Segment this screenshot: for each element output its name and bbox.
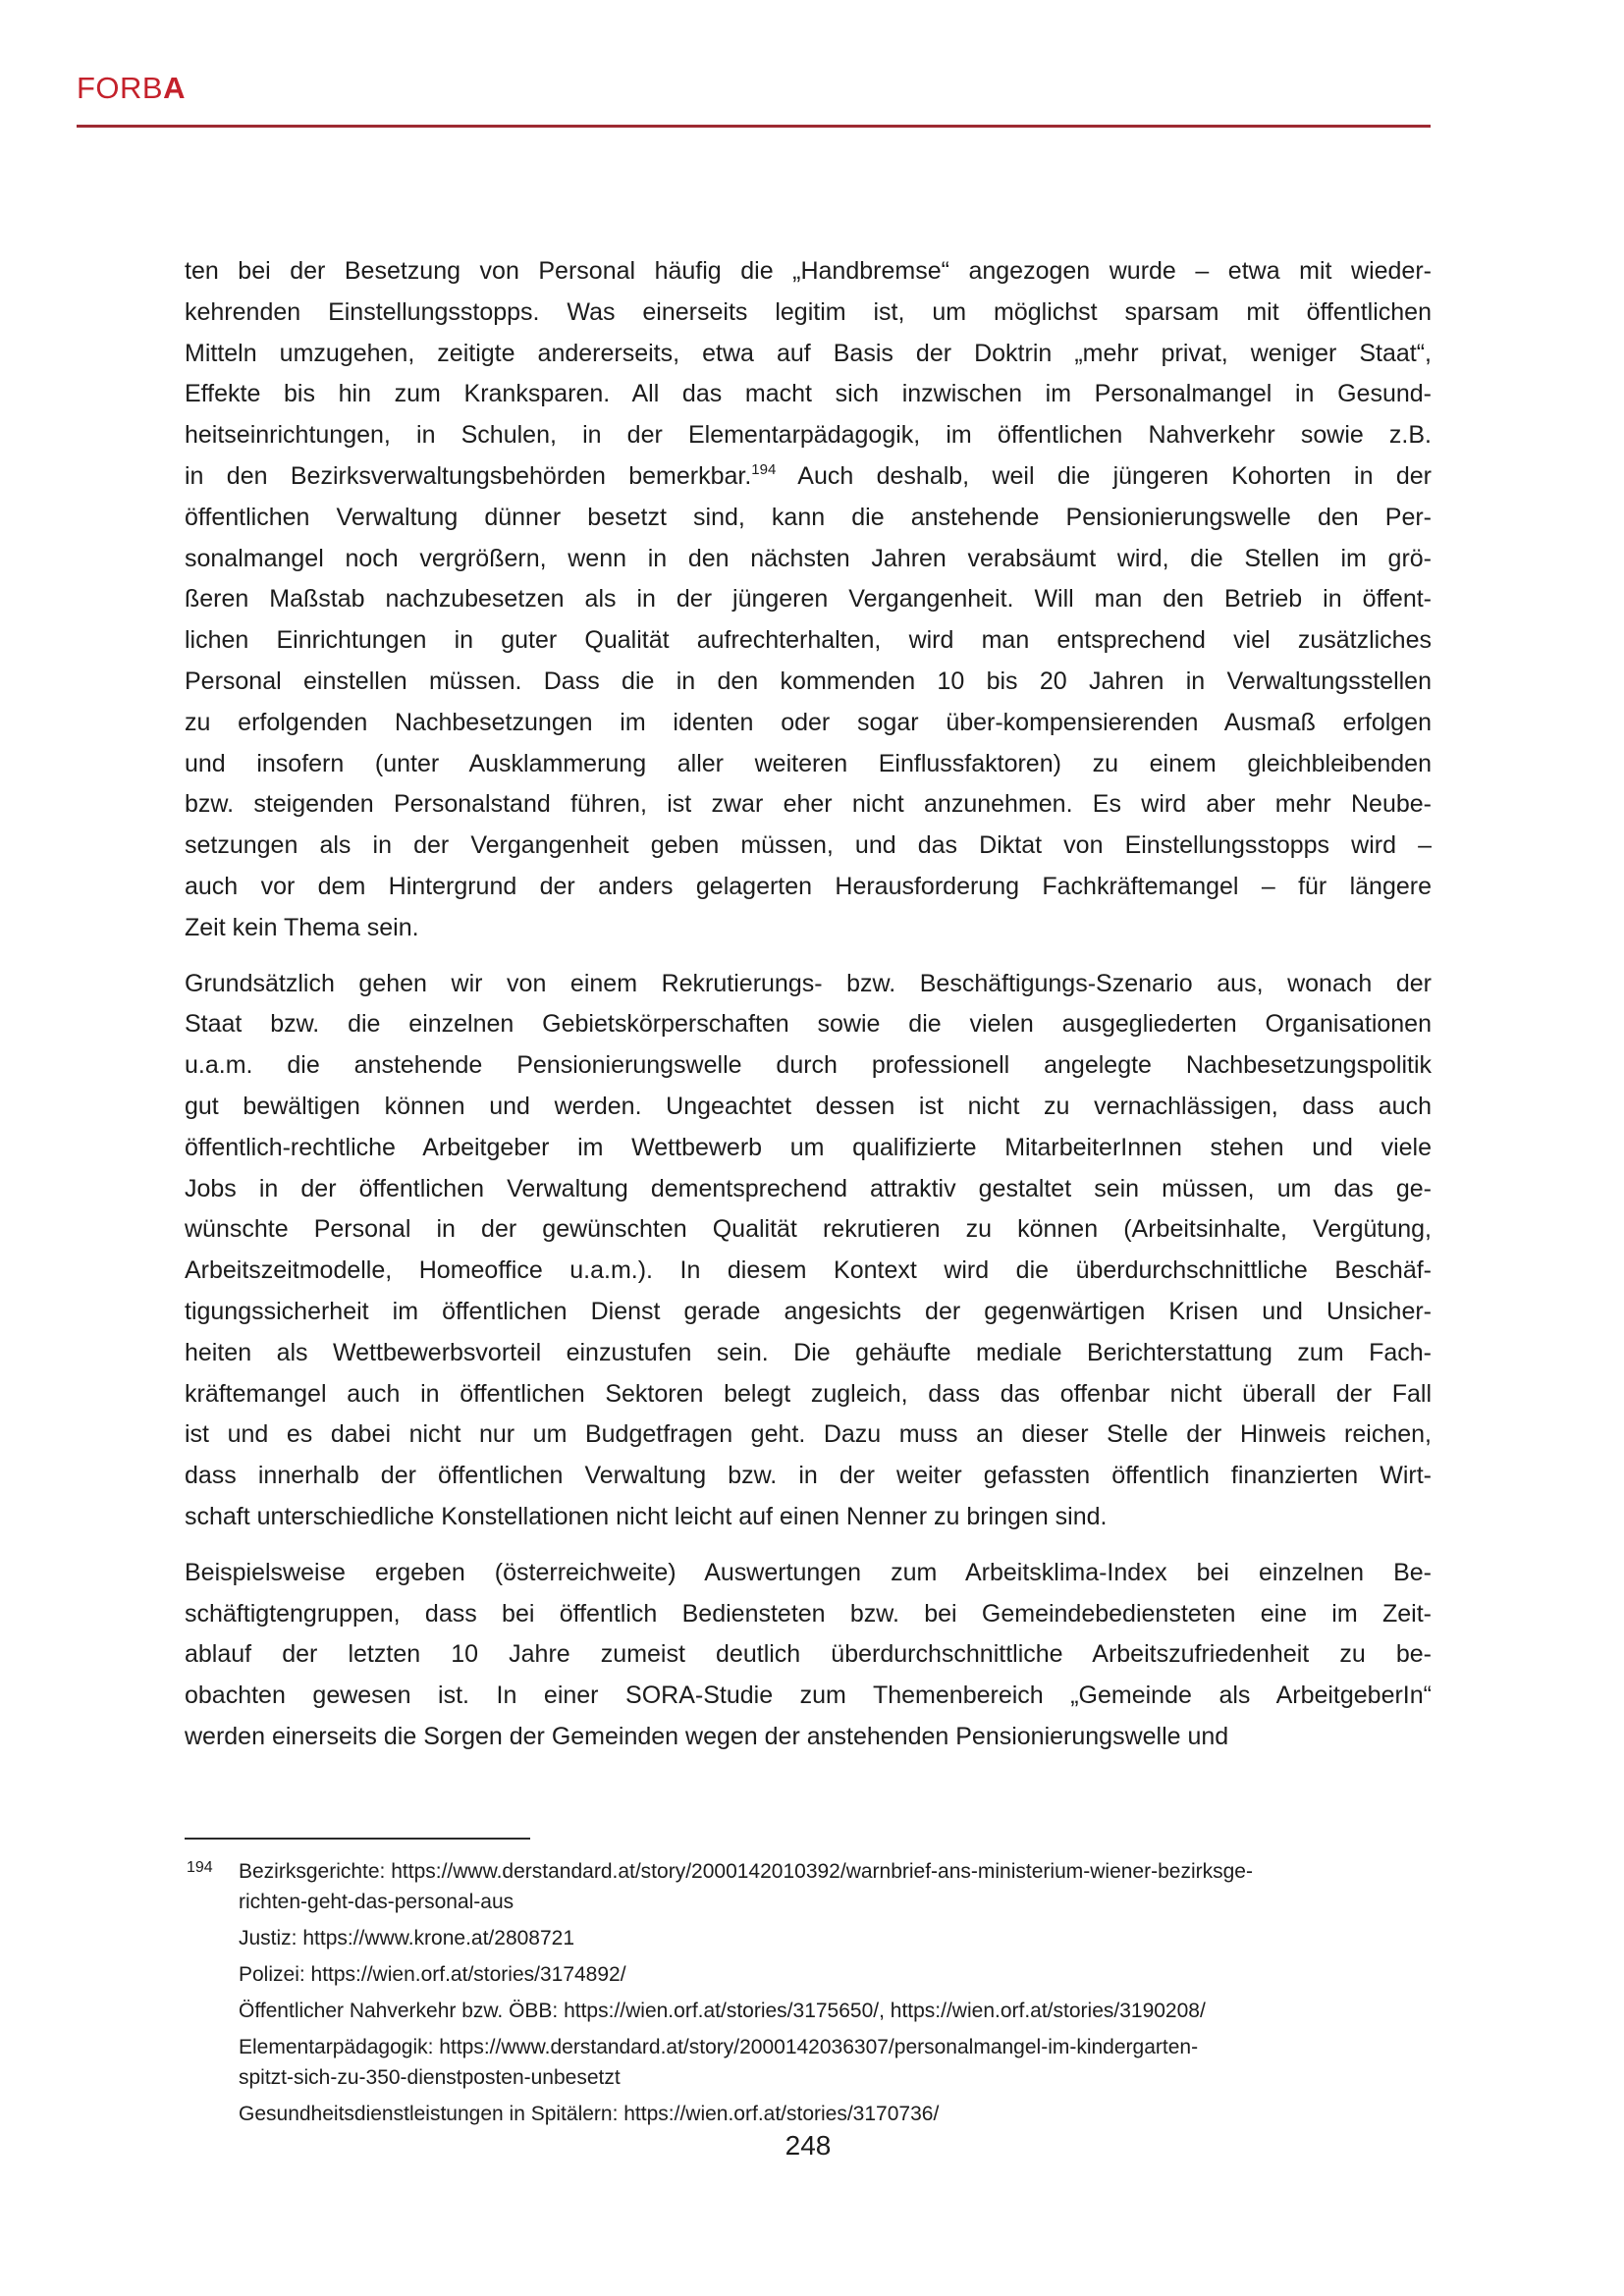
text-segment: setzungen als in der Vergangenheit geben müssen, und das Diktat von Einstellungsstopps wird –: [185, 831, 1432, 860]
text-segment: kehrenden Einstellungsstopps. Was einerseits legitim ist, um möglichst sparsam mit öffentlichen: [185, 297, 1432, 326]
footnote-item: [239, 1996, 1432, 2026]
text-line: [185, 579, 1432, 620]
text-line: [185, 1415, 1432, 1456]
header-rule: [77, 125, 1431, 128]
text-segment: Grundsätzlich gehen wir von einem Rekrutierungs- bzw. Beschäftigungs-Szenario aus, wonach der: [185, 969, 1432, 997]
footnote-body: [185, 1856, 1432, 2129]
text-line: [185, 964, 1432, 1005]
text-segment: Mitteln umzugehen, zeitigte andererseits, etwa auf Basis der Doktrin „mehr privat, weniger Staat“,: [185, 339, 1432, 367]
text-line: [185, 1004, 1432, 1045]
text-line: [185, 1553, 1432, 1594]
text-line: [185, 662, 1432, 703]
text-segment: lichen Einrichtungen in guter Qualität aufrechterhalten, wird man entsprechend viel zusätzliches: [185, 626, 1432, 655]
logo-text-bold: A: [163, 71, 187, 105]
footnote-line: Polizei: https://wien.orf.at/stories/3174892/: [239, 1963, 626, 1986]
text-line: [185, 251, 1432, 293]
text-segment: heitseinrichtungen, in Schulen, in der Elementarpädagogik, im öffentlichen Nahverkehr sowie z.B.: [185, 421, 1432, 450]
text-line: [185, 374, 1432, 415]
text-line: [185, 826, 1432, 867]
text-line: [185, 620, 1432, 662]
text-line: [185, 1087, 1432, 1128]
text-line: [185, 1456, 1432, 1497]
text-line: [185, 1045, 1432, 1087]
text-segment: ten bei der Besetzung von Personal häufig die „Handbremse“ angezogen wurde – etwa mit wieder-: [185, 257, 1432, 285]
text-segment: dass innerhalb der öffentlichen Verwaltung bzw. in der weiter gefassten öffentlich finanzierten Wirt-: [185, 1462, 1432, 1490]
text-segment: ablauf der letzten 10 Jahre zumeist deutlich überdurchschnittliche Arbeitszufriedenheit zu be-: [185, 1640, 1432, 1669]
text-line: [185, 498, 1432, 539]
text-segment: öffentlichen Verwaltung dünner besetzt sind, kann die anstehende Pensionierungswelle den Per-: [185, 503, 1432, 531]
text-segment: Jobs in der öffentlichen Verwaltung dementsprechend attraktiv gestaltet sein müssen, um das ge-: [185, 1174, 1432, 1202]
text-line: [185, 1292, 1432, 1333]
text-line: [185, 867, 1432, 908]
text-segment: wünschte Personal in der gewünschten Qualität rekrutieren zu können (Arbeitsinhalte, Vergütung,: [185, 1215, 1432, 1244]
page-number: 248: [785, 2130, 832, 2161]
footnote-ref: 194: [751, 460, 777, 478]
footnote-line: spitzt-sich-zu-350-dienstposten-unbesetzt: [239, 2066, 621, 2089]
text-line: [185, 744, 1432, 785]
footnote-line: richten-geht-das-personal-aus: [239, 1891, 514, 1913]
text-line: [185, 784, 1432, 826]
text-segment: u.a.m. die anstehende Pensionierungswelle durch professionell angelegte Nachbesetzungspolitik: [185, 1051, 1432, 1080]
text-segment: Zeit kein Thema sein.: [185, 913, 419, 941]
text-segment: Arbeitszeitmodelle, Homeoffice u.a.m.). In diesem Kontext wird die überdurchschnittliche Beschäf-: [185, 1256, 1432, 1285]
text-line: [185, 415, 1432, 456]
text-line: [185, 1169, 1432, 1210]
footnote-item: [239, 1923, 1432, 1953]
forba-logo: [77, 73, 186, 103]
footnote-number: 194: [187, 1859, 213, 1876]
text-segment: gut bewältigen können und werden. Ungeachtet dessen ist nicht zu vernachlässigen, dass auch: [185, 1092, 1432, 1120]
text-segment: obachten gewesen ist. In einer SORA-Studie zum Themenbereich „Gemeinde als ArbeitgeberIn“: [185, 1682, 1432, 1710]
text-segment: schäftigtengruppen, dass bei öffentlich Bediensteten bzw. bei Gemeindebediensteten eine im Zeit-: [185, 1599, 1432, 1628]
text-segment: und insofern (unter Ausklammerung aller weiteren Einflussfaktoren) zu einem gleichbleibenden: [185, 749, 1432, 777]
footnote-item: [239, 1856, 1432, 1917]
text-line: [185, 703, 1432, 744]
footnote-line: Öffentlicher Nahverkehr bzw. ÖBB: https://wien.orf.at/stories/3175650/, https://wien.orf.at/stories/3190208/: [239, 2000, 1206, 2022]
footnote-item: [239, 1959, 1432, 1990]
text-line: [185, 1251, 1432, 1292]
text-line: [185, 293, 1432, 334]
text-segment: bzw. steigenden Personalstand führen, ist zwar eher nicht anzunehmen. Es wird aber mehr Neube-: [185, 790, 1432, 819]
body-paragraph: [185, 1553, 1432, 1758]
text-line: [185, 539, 1432, 580]
text-line: [185, 1676, 1432, 1717]
text-segment: ist und es dabei nicht nur um Budgetfragen geht. Dazu muss an dieser Stelle der Hinweis reichen,: [185, 1420, 1432, 1449]
footnote-line: Justiz: https://www.krone.at/2808721: [239, 1927, 575, 1949]
text-segment: ßeren Maßstab nachzubesetzen als in der jüngeren Vergangenheit. Will man den Betrieb in öffent-: [185, 585, 1432, 614]
text-segment: tigungssicherheit im öffentlichen Dienst gerade angesichts der gegenwärtigen Krisen und Unsicher-: [185, 1297, 1432, 1325]
text-line: [185, 1634, 1432, 1676]
text-segment: Beispielsweise ergeben (österreichweite) Auswertungen zum Arbeitsklima-Index bei einzelnen Be-: [185, 1558, 1432, 1586]
text-segment: sonalmangel noch vergrößern, wenn in den nächsten Jahren verabsäumt wird, die Stellen im grö-: [185, 544, 1432, 572]
text-line: [185, 1594, 1432, 1635]
text-segment: werden einerseits die Sorgen der Gemeinden wegen der anstehenden Pensionierungswelle und: [185, 1722, 1229, 1750]
text-segment: Effekte bis hin zum Kranksparen. All das macht sich inzwischen im Personalmangel in Gesund-: [185, 380, 1432, 408]
text-segment: Auch deshalb, weil die jüngeren Kohorten in der: [776, 461, 1432, 490]
text-segment: heiten als Wettbewerbsvorteil einzustufen sein. Die gehäufte mediale Berichterstattung zum Fach-: [185, 1338, 1432, 1366]
text-segment: kräftemangel auch in öffentlichen Sektoren belegt zugleich, dass das offenbar nicht überall der Fall: [185, 1379, 1432, 1408]
footnote-item: [239, 2099, 1432, 2129]
footnote-line: Elementarpädagogik: https://www.derstandard.at/story/2000142036307/personalmangel-im-kindergarten-: [239, 2036, 1199, 2058]
text-line: [185, 1717, 1432, 1758]
body-paragraph: [185, 251, 1432, 949]
footnotes-section: [185, 1838, 1432, 2135]
text-line: [185, 1209, 1432, 1251]
footnote-separator: [185, 1838, 530, 1840]
text-line: [185, 908, 1432, 949]
footnote-line: Gesundheitsdienstleistungen in Spitälern: https://wien.orf.at/stories/3170736/: [239, 2103, 940, 2125]
footnote-line: Bezirksgerichte: https://www.derstandard.at/story/2000142010392/warnbrief-ans-ministerium-wiener-bezirksge-: [239, 1860, 1253, 1883]
text-line: [185, 334, 1432, 375]
text-line: [185, 1497, 1432, 1538]
text-segment: Personal einstellen müssen. Dass die in den kommenden 10 bis 20 Jahren in Verwaltungsstellen: [185, 667, 1432, 695]
logo-text: FORB: [77, 71, 164, 105]
text-segment: Staat bzw. die einzelnen Gebietskörperschaften sowie die vielen ausgegliederten Organisationen: [185, 1010, 1432, 1039]
footnote-items: [239, 1856, 1432, 2129]
body-text: [185, 251, 1432, 1773]
text-segment: zu erfolgenden Nachbesetzungen im identen oder sogar über-kompensierenden Ausmaß erfolgen: [185, 708, 1432, 736]
body-paragraph: [185, 964, 1432, 1538]
text-segment: auch vor dem Hintergrund der anders gelagerten Herausforderung Fachkräftemangel – für längere: [185, 872, 1432, 900]
footnote-item: [239, 2032, 1432, 2093]
text-line: [185, 1333, 1432, 1374]
text-line: [185, 1374, 1432, 1415]
text-line: [185, 456, 1432, 498]
text-segment: schaft unterschiedliche Konstellationen nicht leicht auf einen Nenner zu bringen sind.: [185, 1502, 1108, 1530]
text-segment: in den Bezirksverwaltungsbehörden bemerkbar.: [185, 461, 752, 490]
text-line: [185, 1128, 1432, 1169]
text-segment: öffentlich-rechtliche Arbeitgeber im Wettbewerb um qualifizierte MitarbeiterInnen stehen und viele: [185, 1133, 1432, 1161]
